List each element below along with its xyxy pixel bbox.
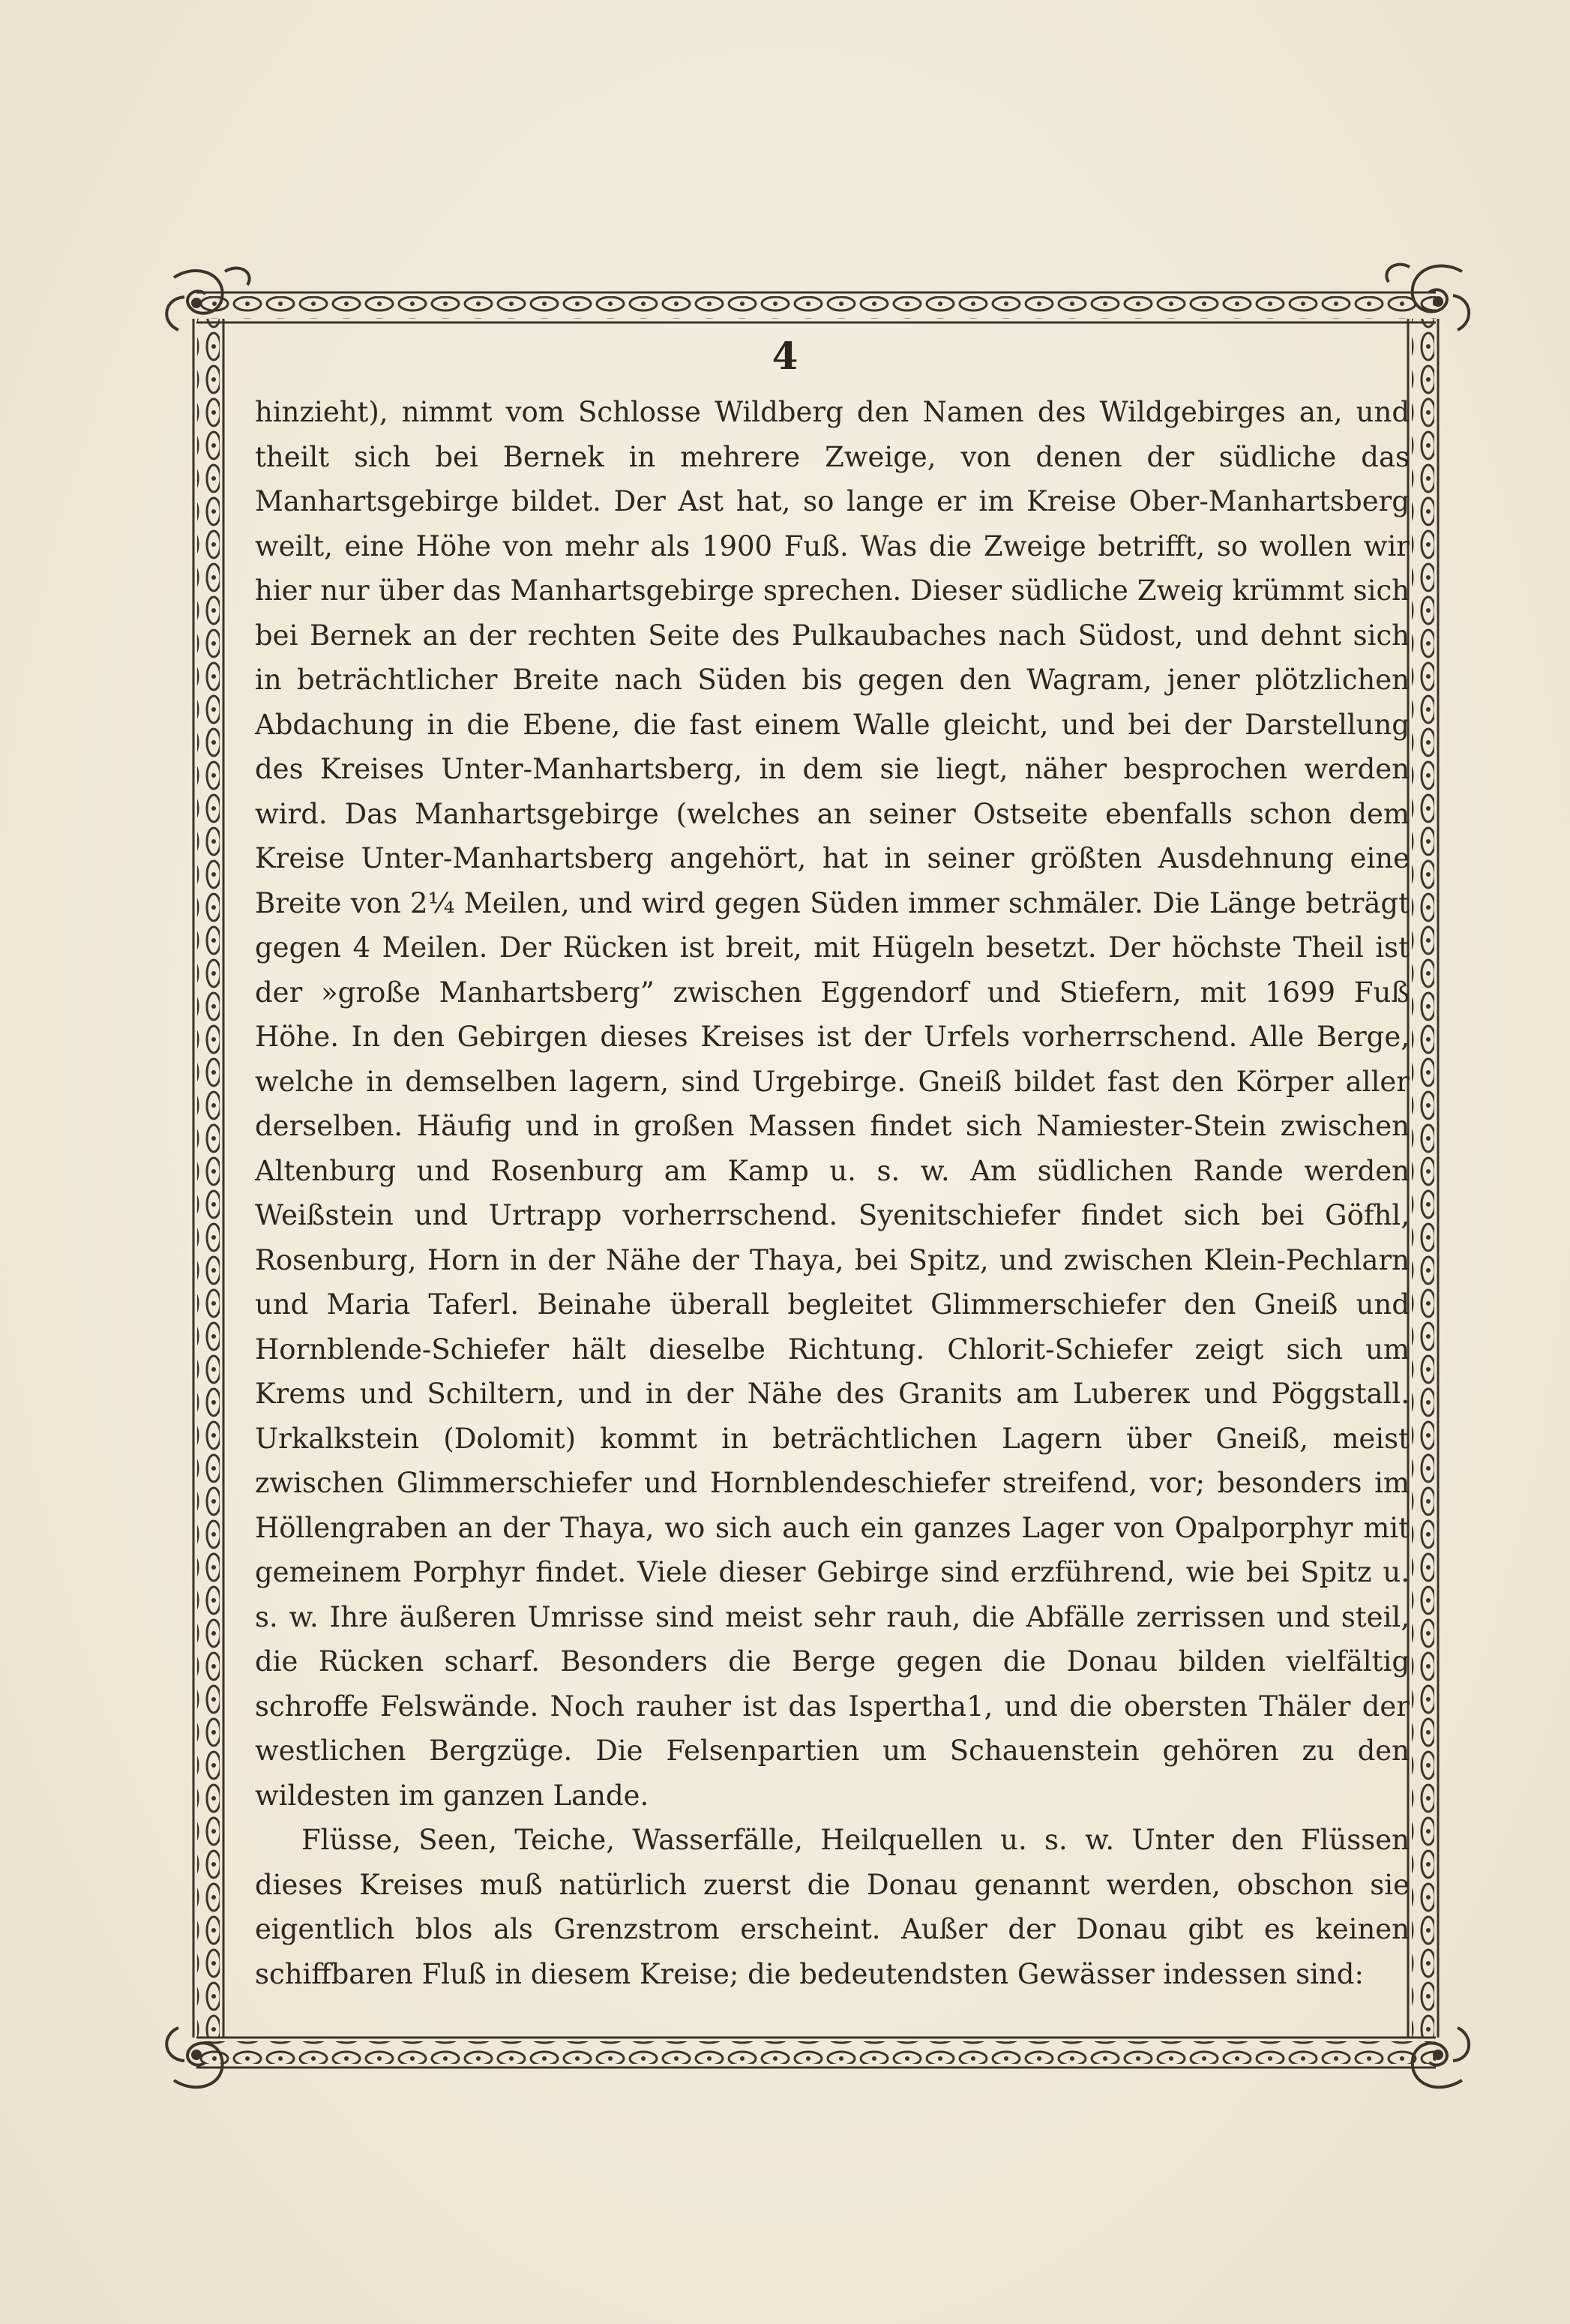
border-bottom bbox=[196, 2038, 1436, 2068]
border-left bbox=[193, 319, 223, 2038]
page-number: 4 bbox=[772, 334, 798, 378]
paragraph-rivers: Flüsse, Seen, Teiche, Wasserfälle, Heilquellen u. s. w. Unter den Flüssen dieses Kreises muß natürlich zuerst die Donau genannt werden, obschon sie eigentlich blos als Grenzstrom erscheint. Außer der Donau gibt es keinen schiffbaren Fluß in diesem Kreise; die bedeutendsten Gewässer indessen sind: bbox=[255, 1824, 1410, 1990]
body-text bbox=[255, 390, 1410, 1996]
border-right bbox=[1408, 319, 1438, 2038]
paragraph-geology: hinzieht), nimmt vom Schlosse Wildberg den Namen des Wildgebirges an, und theilt sich bei Bernek in mehrere Zweige, von denen der südliche das Manhartsgebirge bildet. Der Ast hat, so lange er im Kreise Ober-Manhartsberg weilt, eine Höhe von mehr als 1900 Fuß. Was die Zweige betrifft, so wollen wir hier nur über das Manhartsgebirge sprechen. Dieser südliche Zweig krümmt sich bei Bernek an der rechten Seite des Pulkaubaches nach Südost, und dehnt sich in beträchtlicher Breite nach Süden bis gegen den Wagram, jener plötzlichen Abdachung in die Ebene, die fast einem Walle gleicht, und bei der Darstellung des Kreises Unter-Manhartsberg, in dem sie liegt, näher besprochen werden wird. Das Manhartsgebirge (welches an seiner Ostseite ebenfalls schon dem Kreise Unter-Manhartsberg angehört, hat in seiner größten Ausdehnung eine Breite von 2¼ Meilen, und wird gegen Süden immer schmäler. Die Länge beträgt gegen 4 Meilen. Der Rücken ist breit, mit Hügeln besetzt. Der höchste Theil ist der »große Manhartsberg” zwischen Eggendorf und Stiefern, mit 1699 Fuß Höhe. In den Gebirgen dieses Kreises ist der Urfels vorherrschend. Alle Berge, welche in demselben lagern, sind Urgebirge. Gneiß bildet fast den Körper aller derselben. Häufig und in großen Massen findet sich Namiester-Stein zwischen Altenburg und Rosenburg am Kamp u. s. w. Am südlichen Rande werden Weißstein und Urtrapp vorherrschend. Syenitschiefer findet sich bei Göfhl, Rosenburg, Horn in der Nähe der Thaya, bei Spitz, und zwischen Klein-Pechlarn und Maria Taferl. Beinahe überall begleitet Glimmerschiefer den Gneiß und Hornblende-Schiefer hält dieselbe Richtung. Chlorit-Schiefer zeigt sich um Krems und Schiltern, und in der Nähe des Granits am Lubereк und Pöggstall. Urkalkstein (Dolomit) kommt in beträchtlichen Lagern über Gneiß, meist zwischen Glimmerschiefer und Hornblendeschiefer streifend, vor; besonders im Höllengraben an der Thaya, wo sich auch ein ganzes Lager von Opalporphyr mit gemeinem Porphyr findet. Viele dieser Gebirge sind erzführend, wie bei Spitz u. s. w. Ihre äußeren Umrisse sind meist sehr rauh, die Abfälle zerrissen und steil, die Rücken scharf. Besonders die Berge gegen die Donau bilden vielfältig schroffe Felswände. Noch rauher ist das Ispertha1, und die obersten Thäler der westlichen Bergzüge. Die Felsenpartien um Schauenstein gehören zu den wildesten im ganzen Lande. bbox=[255, 396, 1410, 1812]
border-top bbox=[196, 292, 1436, 322]
